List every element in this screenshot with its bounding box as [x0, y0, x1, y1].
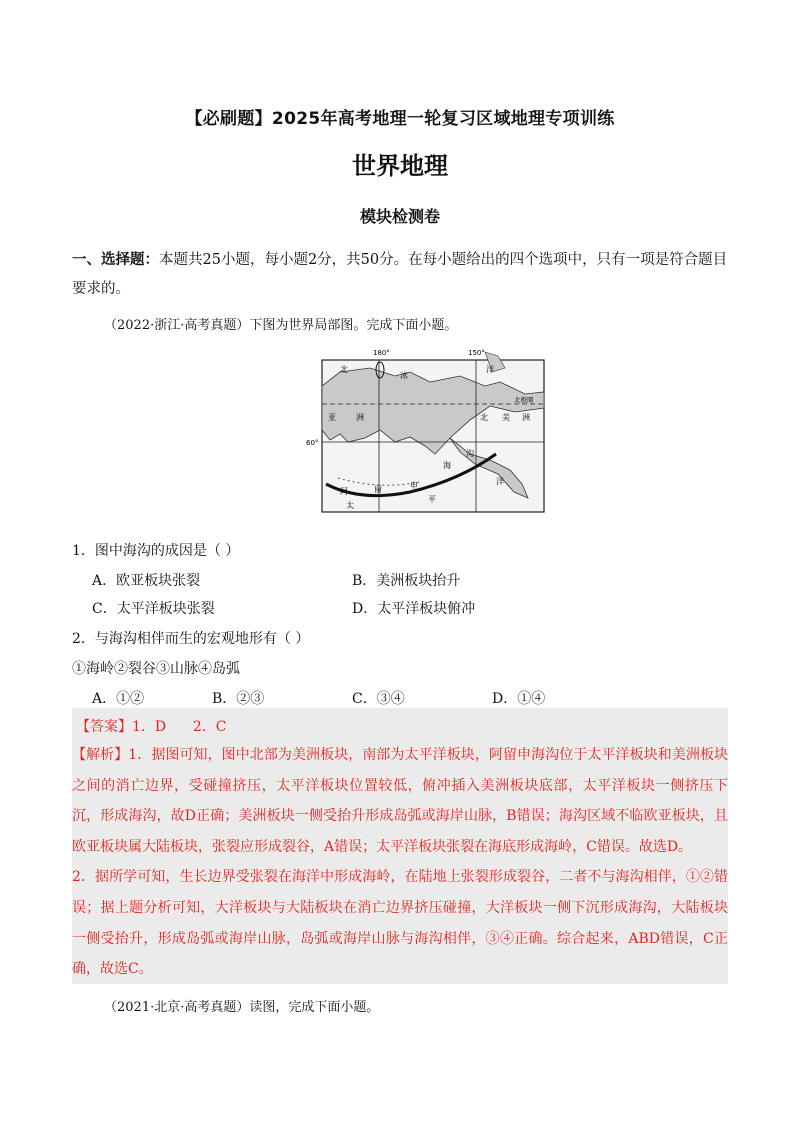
map-label: 北: [480, 413, 488, 422]
subject-title: 世界地理: [352, 152, 448, 180]
section-text: 本题共25小题，每小题2分，共50分。在每小题给出的四个选项中，只有一项是符合题目要求的。: [72, 252, 728, 297]
map-label: 洋: [486, 365, 494, 374]
arctic-circle-label: 北极圈: [514, 396, 534, 404]
map-label: 阿: [340, 487, 348, 496]
question-2-stem: 2．与海沟相伴而生的宏观地形有（ ）: [72, 631, 310, 647]
map-label: 洲: [522, 413, 530, 422]
q2-option-b[interactable]: B．②③: [212, 691, 265, 707]
section-instructions: [72, 246, 732, 304]
q2-option-c[interactable]: C．③④: [352, 691, 405, 707]
question-source-2: （2021·北京·高考真题）读图，完成下面小题。: [104, 1000, 380, 1015]
analysis-paragraph-1: [72, 740, 728, 862]
map-label: 北: [340, 365, 348, 374]
lat-label-60: 60°: [306, 439, 319, 447]
q2-option-d[interactable]: D．①④: [492, 691, 546, 707]
map-label: 沟: [466, 449, 474, 458]
map-label: 申: [410, 481, 418, 490]
map-label: 洋: [496, 477, 504, 486]
question-source: （2022·浙江·高考真题）下图为世界局部图。完成下面小题。: [104, 318, 458, 333]
map-label: 留: [374, 485, 382, 494]
q1-option-b[interactable]: B．美洲板块抬升: [352, 573, 461, 589]
analysis-text-1: 1．据图可知，图中北部为美洲板块，南部为太平洋板块，阿留申海沟位于太平洋板块和美洲板块之间的消亡边界，受碰撞挤压，太平洋板块位置较低，俯冲插入美洲板块底部，太平洋板块一侧挤压下沉，形成海沟，故D正确；美洲板块一侧受抬升形成岛弧或海岸山脉，B错误；海沟区域不临欧亚板块，且欧亚板块属大陆板块，张裂应形成裂谷，A错误；太平洋板块张裂在海底形成海岭，C错误。故选D。: [72, 747, 729, 855]
map-label: 冰: [400, 371, 408, 380]
analysis-paragraph-2: 2．据所学可知，生长边界受张裂在海洋中形成海岭，在陆地上张裂形成裂谷，二者不与海沟相伴，①②错误；据上题分析可知，大洋板块与大陆板块在消亡边界挤压碰撞，大洋板块一侧下沉形成海沟，大陆板块一侧受抬升，形成岛弧或海岸山脉，岛弧或海岸山脉与海沟相伴，③④正确。综合起来，ABD错误，C正确，故选C。: [72, 869, 728, 978]
q1-option-a[interactable]: A．欧亚板块张裂: [92, 573, 201, 589]
map-label: 洲: [356, 413, 364, 422]
q1-option-c[interactable]: C．太平洋板块张裂: [92, 601, 215, 617]
map-label: 太: [346, 501, 354, 510]
map-label: 美: [502, 413, 510, 422]
analysis-block: [72, 740, 728, 985]
q1-option-d[interactable]: D．太平洋板块俯冲: [352, 601, 476, 617]
answer-label: 【答案】: [76, 719, 132, 735]
q2-option-a[interactable]: A．①②: [92, 691, 145, 707]
world-map-figure: [300, 342, 550, 524]
question-2-items: ①海岭②裂谷③山脉④岛弧: [72, 661, 240, 677]
map-label: 海: [443, 461, 451, 470]
lon-label-180: 180°: [373, 349, 390, 357]
answer-text: 1．D 2．C: [132, 719, 227, 735]
document-title: 【必刷题】2025年高考地理一轮复习区域地理专项训练: [185, 109, 615, 129]
section-heading: 一、选择题：: [72, 252, 159, 268]
analysis-label: 【解析】: [72, 747, 129, 763]
map-label: 亚: [328, 413, 336, 422]
question-1-stem: 1．图中海沟的成因是（ ）: [72, 543, 240, 559]
map-label: 平: [428, 495, 436, 504]
answer-line: [76, 716, 226, 736]
test-subtitle: 模块检测卷: [359, 207, 440, 226]
lon-label-150: 150°: [468, 349, 485, 357]
